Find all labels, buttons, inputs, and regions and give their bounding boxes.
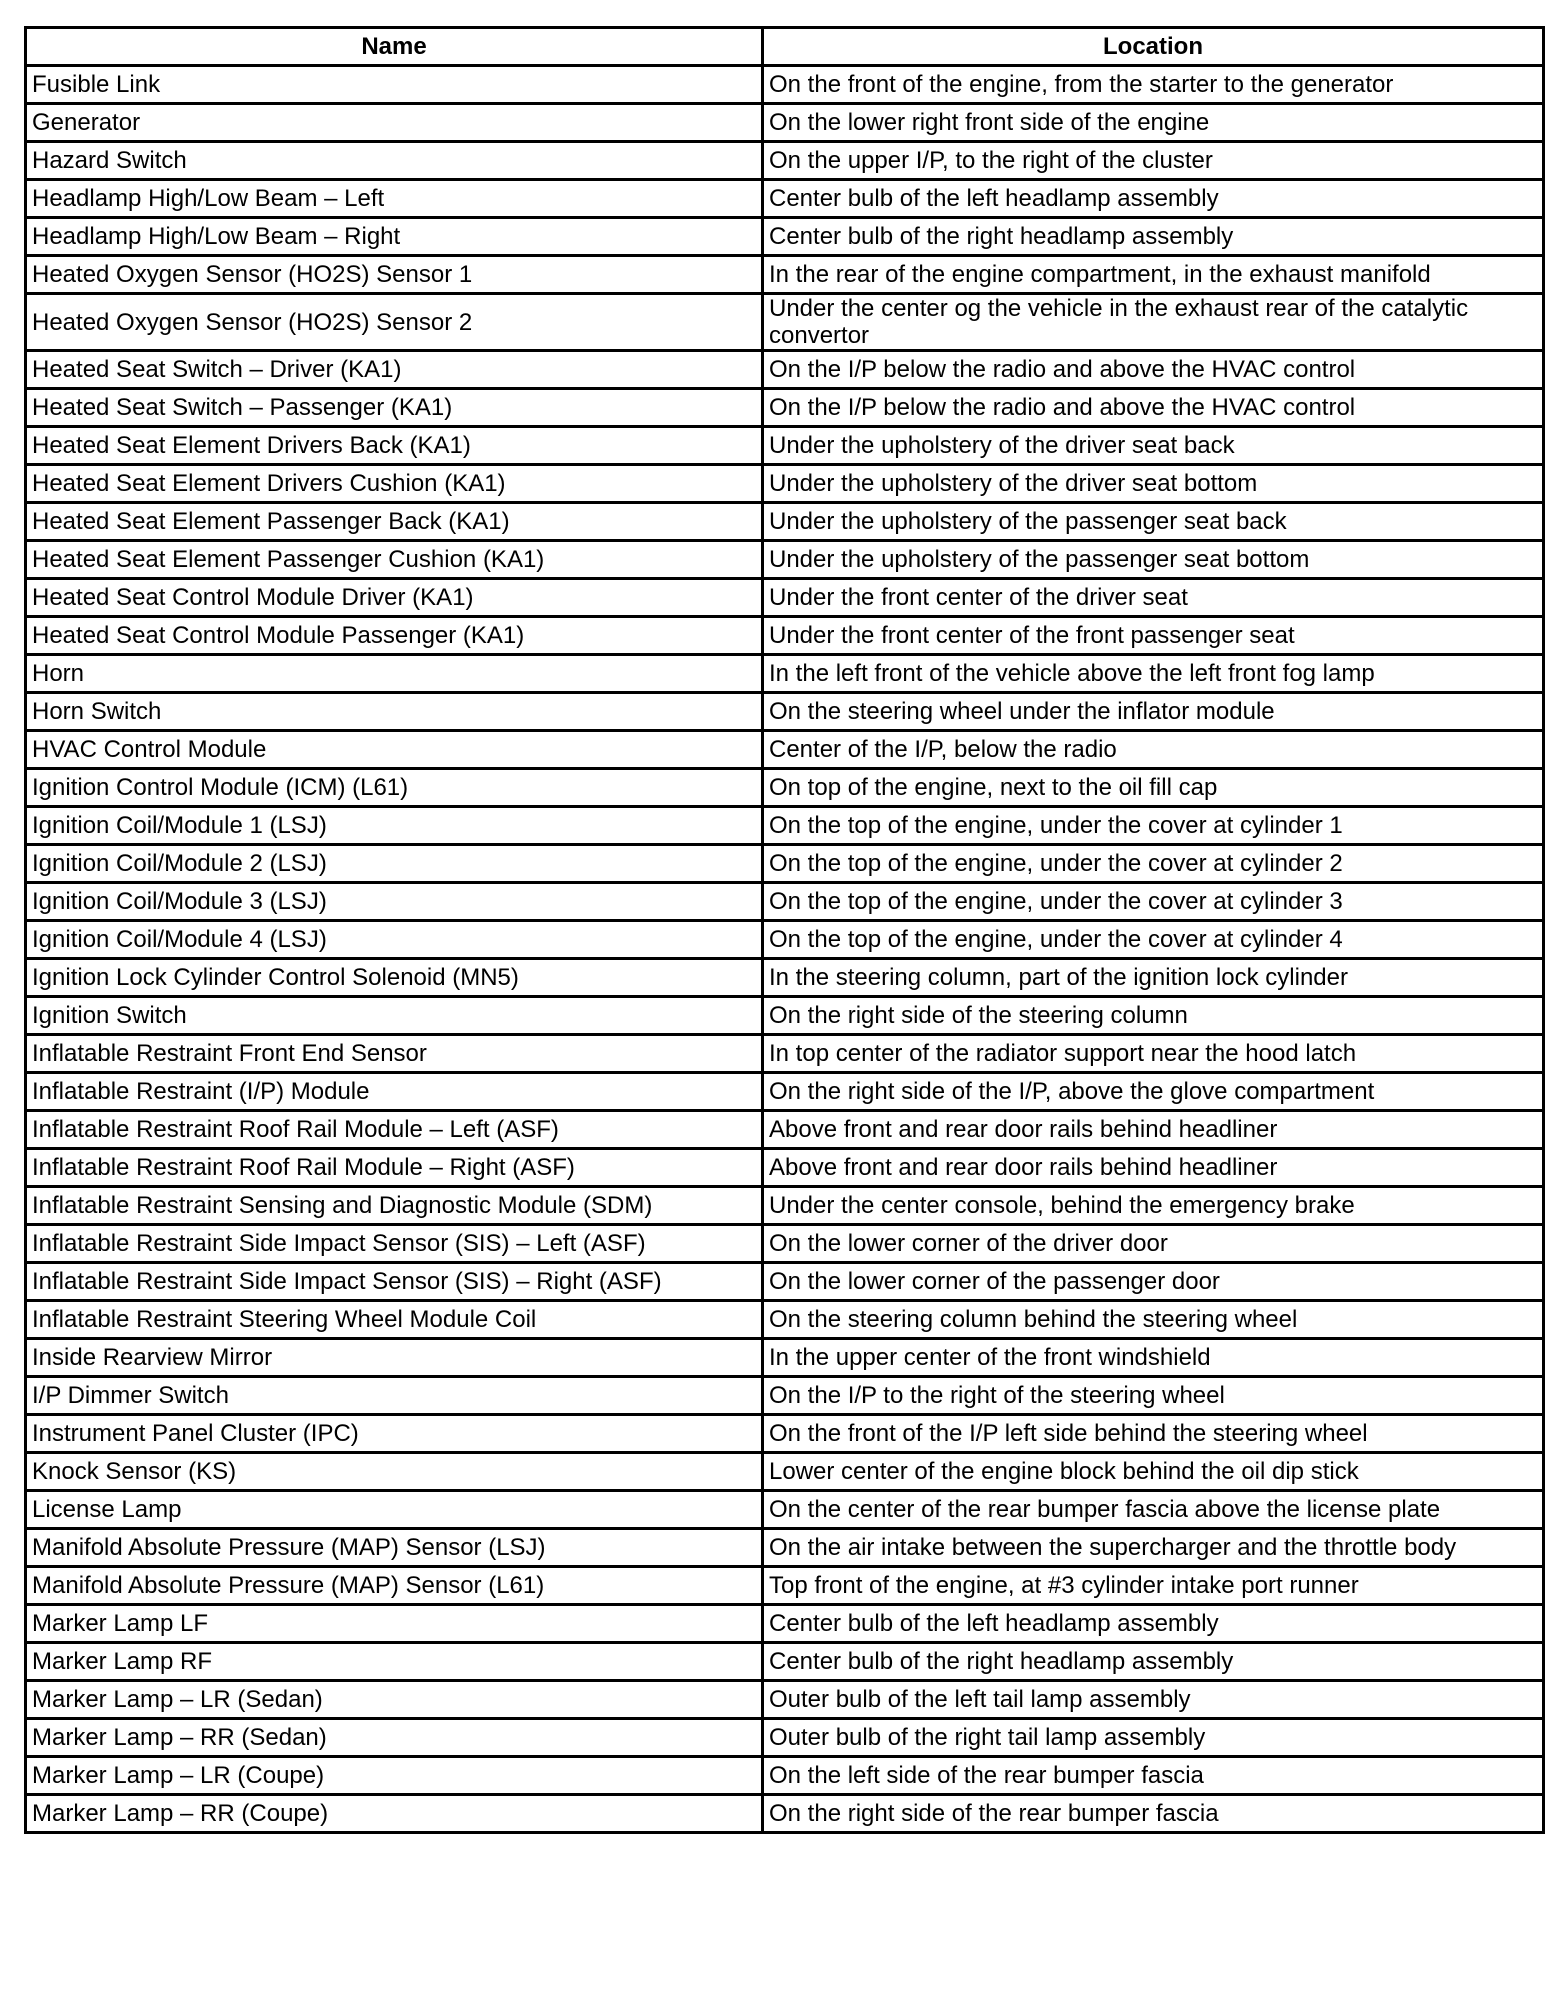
- name-cell: Heated Seat Element Drivers Back (KA1): [26, 427, 763, 465]
- name-cell: Ignition Coil/Module 1 (LSJ): [26, 807, 763, 845]
- table-row: [26, 1491, 1544, 1529]
- table-row: [26, 1795, 1544, 1833]
- location-cell: On the left side of the rear bumper fascia: [763, 1757, 1544, 1795]
- name-cell: Heated Seat Control Module Passenger (KA1): [26, 617, 763, 655]
- location-cell: On the right side of the rear bumper fascia: [763, 1795, 1544, 1833]
- table-row: [26, 1415, 1544, 1453]
- location-cell: On the I/P below the radio and above the HVAC control: [763, 389, 1544, 427]
- location-cell: Top front of the engine, at #3 cylinder intake port runner: [763, 1567, 1544, 1605]
- name-cell: Horn: [26, 655, 763, 693]
- location-cell: Center bulb of the left headlamp assembly: [763, 180, 1544, 218]
- name-cell: Horn Switch: [26, 693, 763, 731]
- name-cell: Heated Seat Switch – Passenger (KA1): [26, 389, 763, 427]
- name-cell: Manifold Absolute Pressure (MAP) Sensor (L61): [26, 1567, 763, 1605]
- name-cell: Ignition Coil/Module 3 (LSJ): [26, 883, 763, 921]
- location-cell: On the steering column behind the steering wheel: [763, 1301, 1544, 1339]
- location-cell: Under the upholstery of the driver seat back: [763, 427, 1544, 465]
- name-cell: Heated Oxygen Sensor (HO2S) Sensor 2: [26, 294, 763, 351]
- location-cell: On the top of the engine, under the cover at cylinder 3: [763, 883, 1544, 921]
- component-location-table: [24, 26, 1545, 1834]
- name-cell: Marker Lamp – LR (Sedan): [26, 1681, 763, 1719]
- location-cell: Center of the I/P, below the radio: [763, 731, 1544, 769]
- name-cell: Inside Rearview Mirror: [26, 1339, 763, 1377]
- location-cell: On the top of the engine, under the cover at cylinder 2: [763, 845, 1544, 883]
- name-cell: Inflatable Restraint Roof Rail Module – Left (ASF): [26, 1111, 763, 1149]
- location-cell: Center bulb of the left headlamp assembly: [763, 1605, 1544, 1643]
- table-row: [26, 541, 1544, 579]
- location-cell: On the right side of the I/P, above the glove compartment: [763, 1073, 1544, 1111]
- name-cell: Fusible Link: [26, 66, 763, 104]
- table-row: [26, 66, 1544, 104]
- location-cell: On the I/P below the radio and above the HVAC control: [763, 351, 1544, 389]
- name-cell: Headlamp High/Low Beam – Right: [26, 218, 763, 256]
- table-row: [26, 142, 1544, 180]
- table-row: [26, 1643, 1544, 1681]
- name-cell: Ignition Lock Cylinder Control Solenoid (MN5): [26, 959, 763, 997]
- name-cell: Inflatable Restraint Side Impact Sensor (SIS) – Right (ASF): [26, 1263, 763, 1301]
- table-row: [26, 351, 1544, 389]
- location-cell: In the rear of the engine compartment, in the exhaust manifold: [763, 256, 1544, 294]
- name-cell: Heated Seat Element Passenger Back (KA1): [26, 503, 763, 541]
- location-cell: On the top of the engine, under the cover at cylinder 4: [763, 921, 1544, 959]
- location-cell: On the top of the engine, under the cover at cylinder 1: [763, 807, 1544, 845]
- table-row: [26, 427, 1544, 465]
- table-row: [26, 1453, 1544, 1491]
- table-row: [26, 1263, 1544, 1301]
- name-cell: Heated Seat Element Drivers Cushion (KA1): [26, 465, 763, 503]
- table-row: [26, 1377, 1544, 1415]
- location-cell: Under the upholstery of the driver seat bottom: [763, 465, 1544, 503]
- name-cell: Heated Seat Element Passenger Cushion (KA1): [26, 541, 763, 579]
- name-cell: Marker Lamp – RR (Coupe): [26, 1795, 763, 1833]
- location-cell: On top of the engine, next to the oil fill cap: [763, 769, 1544, 807]
- name-cell: Inflatable Restraint (I/P) Module: [26, 1073, 763, 1111]
- table-row: [26, 1605, 1544, 1643]
- table-row: [26, 1073, 1544, 1111]
- name-cell: Heated Oxygen Sensor (HO2S) Sensor 1: [26, 256, 763, 294]
- name-cell: Heated Seat Switch – Driver (KA1): [26, 351, 763, 389]
- name-cell: Ignition Coil/Module 4 (LSJ): [26, 921, 763, 959]
- table-row: [26, 218, 1544, 256]
- table-row: [26, 1719, 1544, 1757]
- location-cell: Center bulb of the right headlamp assembly: [763, 218, 1544, 256]
- location-cell: On the center of the rear bumper fascia above the license plate: [763, 1491, 1544, 1529]
- header-row: [26, 28, 1544, 66]
- name-cell: HVAC Control Module: [26, 731, 763, 769]
- location-cell: Above front and rear door rails behind headliner: [763, 1111, 1544, 1149]
- name-cell: Marker Lamp – LR (Coupe): [26, 1757, 763, 1795]
- location-cell: On the air intake between the supercharger and the throttle body: [763, 1529, 1544, 1567]
- location-cell: Under the upholstery of the passenger seat bottom: [763, 541, 1544, 579]
- table-row: [26, 1111, 1544, 1149]
- name-cell: Marker Lamp LF: [26, 1605, 763, 1643]
- table-row: [26, 1757, 1544, 1795]
- table-row: [26, 1681, 1544, 1719]
- name-cell: Instrument Panel Cluster (IPC): [26, 1415, 763, 1453]
- location-cell: On the upper I/P, to the right of the cluster: [763, 142, 1544, 180]
- table-row: [26, 1225, 1544, 1263]
- column-header-name: Name: [26, 28, 763, 66]
- name-cell: Hazard Switch: [26, 142, 763, 180]
- location-cell: Under the front center of the driver seat: [763, 579, 1544, 617]
- location-cell: On the right side of the steering column: [763, 997, 1544, 1035]
- name-cell: Generator: [26, 104, 763, 142]
- location-cell: Lower center of the engine block behind the oil dip stick: [763, 1453, 1544, 1491]
- table-row: [26, 845, 1544, 883]
- name-cell: Inflatable Restraint Front End Sensor: [26, 1035, 763, 1073]
- name-cell: Ignition Control Module (ICM) (L61): [26, 769, 763, 807]
- location-cell: Center bulb of the right headlamp assembly: [763, 1643, 1544, 1681]
- name-cell: Inflatable Restraint Steering Wheel Module Coil: [26, 1301, 763, 1339]
- name-cell: License Lamp: [26, 1491, 763, 1529]
- location-cell: In the steering column, part of the ignition lock cylinder: [763, 959, 1544, 997]
- table-row: [26, 1529, 1544, 1567]
- table-row: [26, 503, 1544, 541]
- name-cell: Inflatable Restraint Side Impact Sensor (SIS) – Left (ASF): [26, 1225, 763, 1263]
- name-cell: Heated Seat Control Module Driver (KA1): [26, 579, 763, 617]
- location-cell: Outer bulb of the left tail lamp assembly: [763, 1681, 1544, 1719]
- table-row: [26, 465, 1544, 503]
- location-cell: On the lower right front side of the engine: [763, 104, 1544, 142]
- table-row: [26, 769, 1544, 807]
- table-row: [26, 256, 1544, 294]
- location-cell: Under the upholstery of the passenger seat back: [763, 503, 1544, 541]
- column-header-location: Location: [763, 28, 1544, 66]
- location-cell: Under the front center of the front passenger seat: [763, 617, 1544, 655]
- name-cell: Manifold Absolute Pressure (MAP) Sensor (LSJ): [26, 1529, 763, 1567]
- name-cell: Inflatable Restraint Roof Rail Module – Right (ASF): [26, 1149, 763, 1187]
- location-cell: On the steering wheel under the inflator module: [763, 693, 1544, 731]
- table-row: [26, 883, 1544, 921]
- table-row: [26, 731, 1544, 769]
- table-row: [26, 180, 1544, 218]
- location-cell: On the lower corner of the driver door: [763, 1225, 1544, 1263]
- table-row: [26, 1035, 1544, 1073]
- table-row: [26, 921, 1544, 959]
- name-cell: Inflatable Restraint Sensing and Diagnostic Module (SDM): [26, 1187, 763, 1225]
- table-row: [26, 807, 1544, 845]
- location-cell: In the upper center of the front windshield: [763, 1339, 1544, 1377]
- location-cell: Under the center console, behind the emergency brake: [763, 1187, 1544, 1225]
- location-cell: On the lower corner of the passenger door: [763, 1263, 1544, 1301]
- table-row: [26, 579, 1544, 617]
- table-row: [26, 1187, 1544, 1225]
- table-row: [26, 389, 1544, 427]
- table-row: [26, 959, 1544, 997]
- location-cell: On the front of the engine, from the starter to the generator: [763, 66, 1544, 104]
- name-cell: Ignition Switch: [26, 997, 763, 1035]
- table-row: [26, 294, 1544, 351]
- name-cell: Headlamp High/Low Beam – Left: [26, 180, 763, 218]
- table-row: [26, 1339, 1544, 1377]
- location-cell: On the front of the I/P left side behind the steering wheel: [763, 1415, 1544, 1453]
- table-row: [26, 104, 1544, 142]
- table-row: [26, 693, 1544, 731]
- table-row: [26, 1301, 1544, 1339]
- table-row: [26, 1149, 1544, 1187]
- table-row: [26, 617, 1544, 655]
- name-cell: I/P Dimmer Switch: [26, 1377, 763, 1415]
- name-cell: Marker Lamp RF: [26, 1643, 763, 1681]
- table-row: [26, 1567, 1544, 1605]
- name-cell: Ignition Coil/Module 2 (LSJ): [26, 845, 763, 883]
- location-cell: In top center of the radiator support near the hood latch: [763, 1035, 1544, 1073]
- name-cell: Knock Sensor (KS): [26, 1453, 763, 1491]
- location-cell: Under the center og the vehicle in the exhaust rear of the catalytic convertor: [763, 294, 1544, 351]
- location-cell: Above front and rear door rails behind headliner: [763, 1149, 1544, 1187]
- location-cell: On the I/P to the right of the steering wheel: [763, 1377, 1544, 1415]
- location-cell: In the left front of the vehicle above the left front fog lamp: [763, 655, 1544, 693]
- table-row: [26, 655, 1544, 693]
- table-row: [26, 997, 1544, 1035]
- location-cell: Outer bulb of the right tail lamp assembly: [763, 1719, 1544, 1757]
- name-cell: Marker Lamp – RR (Sedan): [26, 1719, 763, 1757]
